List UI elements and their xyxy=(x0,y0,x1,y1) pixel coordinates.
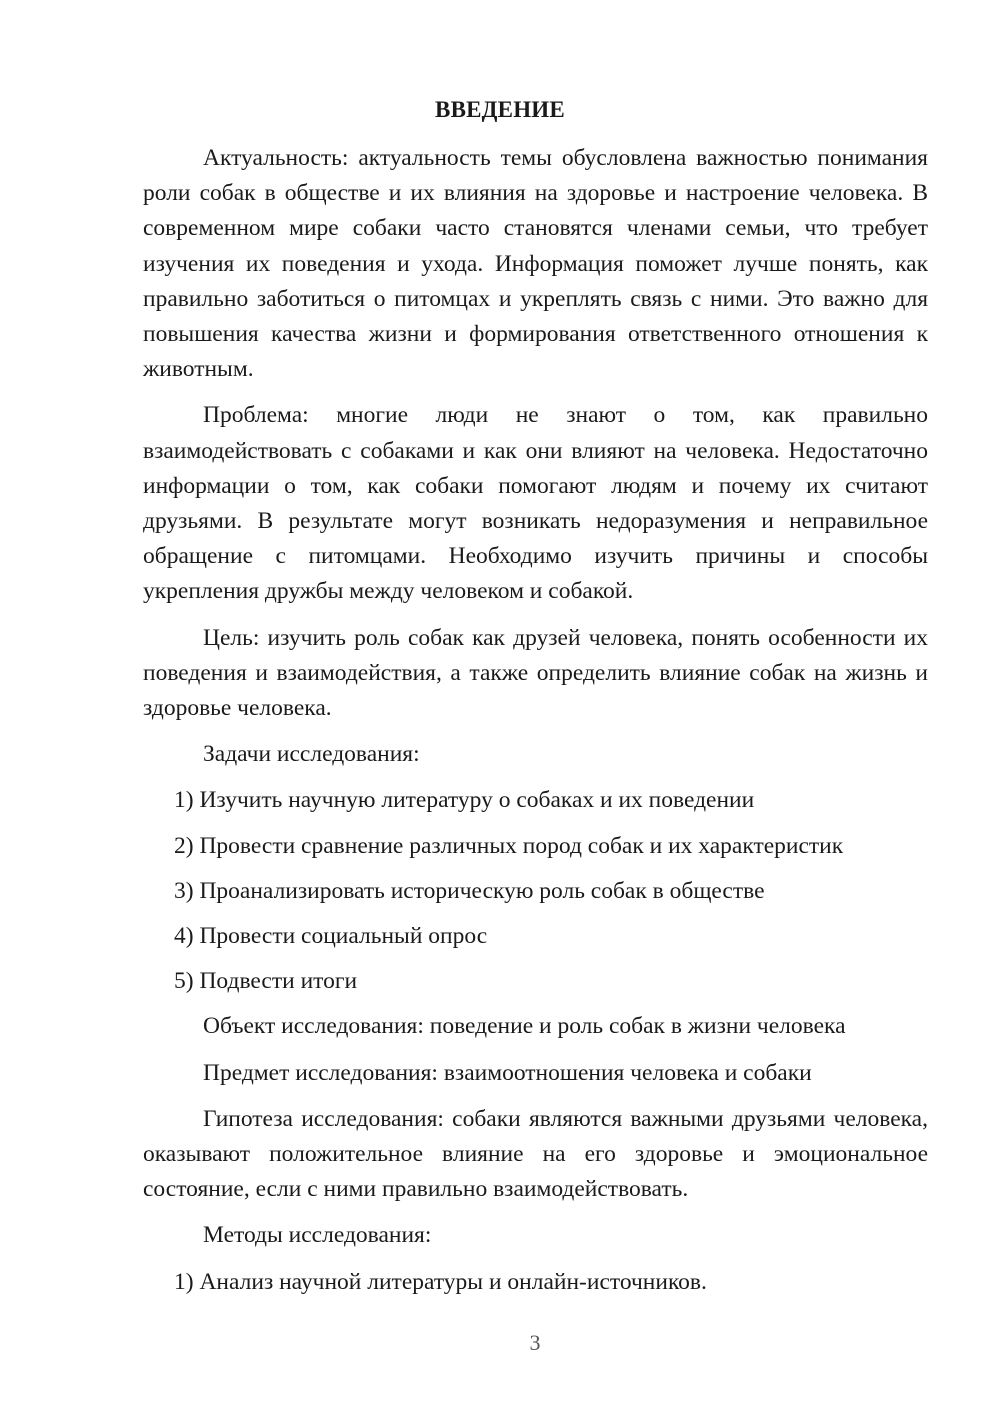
list-item: 5) Подвести итоги xyxy=(174,968,358,995)
paragraph-goal: Цель: изучить роль собак как друзей человека, понять особенности их поведения и взаимодействия, а также определить влияние собак на жизнь и здоровье человека. xyxy=(143,624,928,722)
tasks-list xyxy=(143,783,928,999)
section-heading: ВВЕДЕНИЕ xyxy=(435,97,565,122)
list-item: 4) Провести социальный опрос xyxy=(174,923,488,950)
methods-list xyxy=(143,1265,928,1300)
list-item: 1) Анализ научной литературы и онлайн-источников. xyxy=(174,1268,707,1295)
body-text xyxy=(143,141,928,1310)
methods-title: Методы исследования: xyxy=(203,1222,432,1249)
page-number: 3 xyxy=(529,1330,541,1355)
list-item: 2) Провести сравнение различных пород собак и их характеристик xyxy=(174,832,844,859)
tasks-title: Задачи исследования: xyxy=(203,741,420,768)
paragraph-relevance: Актуальность: актуальность темы обусловлена важностью понимания роли собак в обществе и их влияния на здоровье и настроение человека. В современном мире собаки часто становятся членами семьи, что требует изучения их поведения и ухода. Информация поможет лучше понять, как правильно заботиться о питомцах и укреплять связь с ними. Это важно для повышения качества жизни и формирования ответственного отношения к животным. xyxy=(143,145,928,383)
list-item: 1) Изучить научную литературу о собаках и их поведении xyxy=(174,787,755,814)
paragraph-subject: Предмет исследования: взаимоотношения человека и собаки xyxy=(203,1059,812,1086)
paragraph-problem: Проблема: многие люди не знают о том, как правильно взаимодействовать с собаками и как они влияют на человека. Недостаточно информации о том, как собаки помогают людям и почему их считают друзьями. В результате могут возникать недоразумения и неправильное обращение с питомцами. Необходимо изучить причины и способы укрепления дружбы между человеком и собакой. xyxy=(143,402,928,605)
paragraph-object: Объект исследования: поведение и роль собак в жизни человека xyxy=(203,1013,846,1040)
paragraph-hypothesis: Гипотеза исследования: собаки являются важными друзьями человека, оказывают положительное влияние на его здоровье и эмоциональное состояние, если с ними правильно взаимодействовать. xyxy=(143,1105,928,1203)
list-item: 3) Проанализировать историческую роль собак в обществе xyxy=(174,877,765,904)
